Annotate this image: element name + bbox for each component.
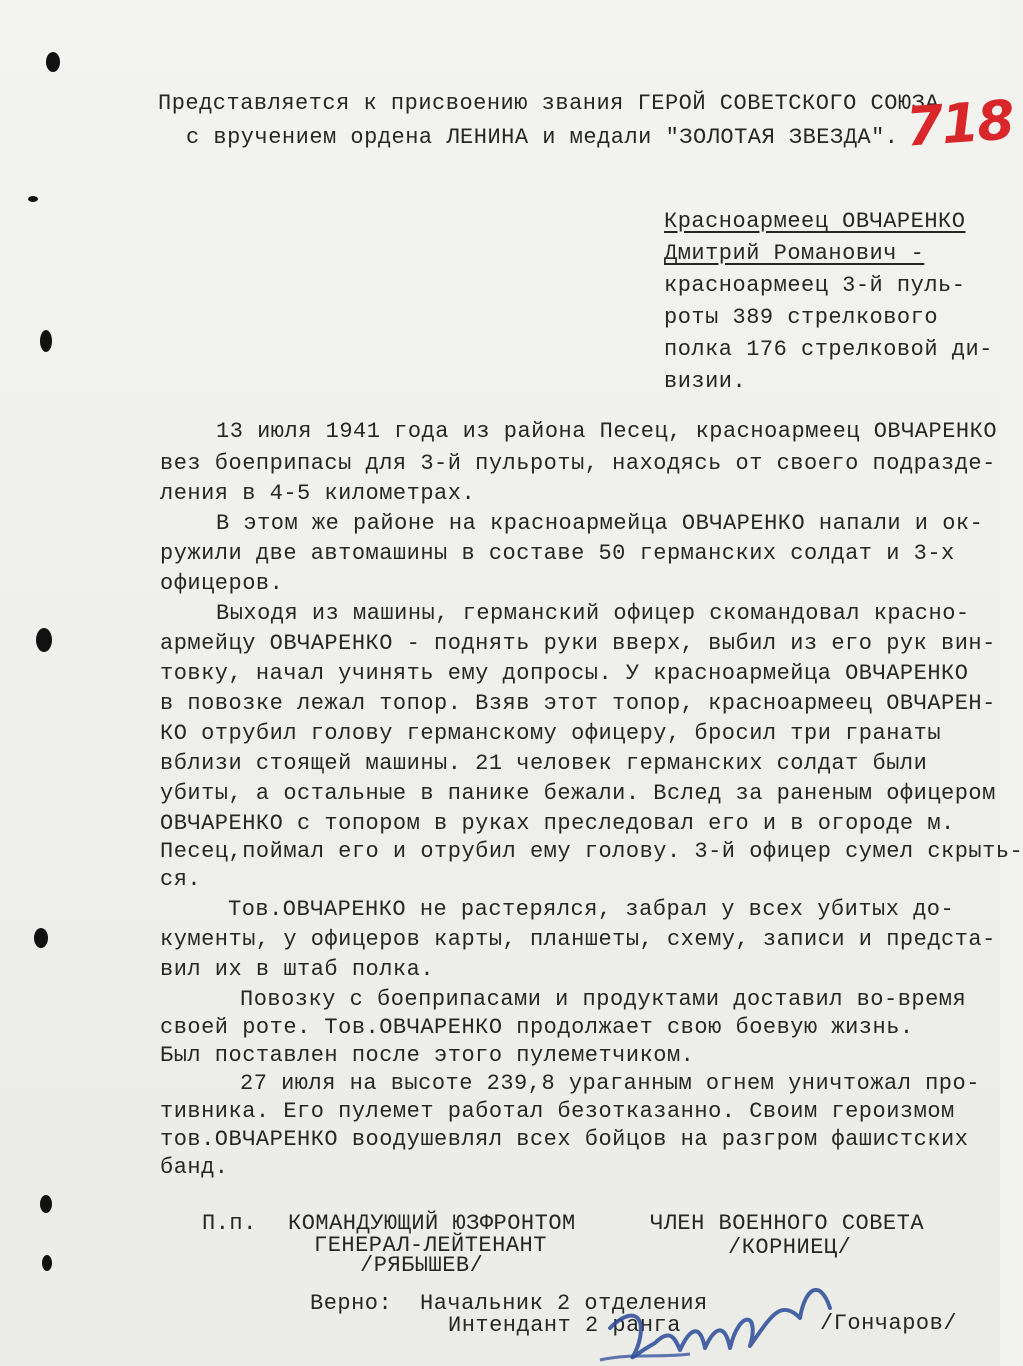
council-name: /КОРНИЕЦ/: [728, 1235, 852, 1260]
verno-label: Верно:: [310, 1291, 393, 1316]
nominee-line-6: визии.: [664, 369, 747, 394]
body-line: Был поставлен после этого пулеметчиком.: [160, 1043, 695, 1068]
body-line: вблизи стоящей машины. 21 человек германских солдат были: [160, 751, 928, 776]
chief-name: /Гончаров/: [820, 1311, 958, 1336]
body-line: тивника. Его пулемет работал безотказанно. Своим героизмом: [160, 1099, 955, 1124]
header-line-2: с вручением ордена ЛЕНИНА и медали "ЗОЛОТАЯ ЗВЕЗДА".: [186, 125, 899, 150]
body-line: Песец,поймал его и отрубил ему голову. 3-й офицер сумел скрыть-: [160, 839, 1023, 864]
council-title: ЧЛЕН ВОЕННОГО СОВЕТА: [650, 1211, 925, 1236]
body-line: кументы, у офицеров карты, планшеты, схему, записи и предста-: [160, 927, 996, 952]
punch-hole: [40, 330, 52, 352]
body-line: В этом же районе на красноармейца ОВЧАРЕНКО напали и ок-: [216, 511, 984, 536]
body-line: своей роте. Тов.ОВЧАРЕНКО продолжает свою боевую жизнь.: [160, 1015, 914, 1040]
registration-number-stamp: 718: [903, 88, 1015, 159]
handwritten-signature: [600, 1268, 860, 1366]
commander-name: /РЯБЫШЕВ/: [360, 1253, 484, 1278]
header-line-1: Представляется к присвоению звания ГЕРОЙ СОВЕТСКОГО СОЮЗА: [158, 91, 940, 116]
body-line: ся.: [160, 867, 202, 892]
nominee-line-3: красноармеец 3-й пуль-: [664, 273, 966, 298]
pp-label: П.п.: [202, 1211, 257, 1236]
punch-hole: [28, 196, 38, 202]
punch-hole: [42, 1255, 52, 1271]
commander-title: КОМАНДУЮЩИЙ ЮЗФРОНТОМ: [288, 1211, 576, 1236]
body-line: Тов.ОВЧАРЕНКО не растерялся, забрал у всех убитых до-: [228, 897, 955, 922]
body-line: в повозке лежал топор. Взяв этот топор, красноармеец ОВЧАРЕН-: [160, 691, 996, 716]
body-line: 27 июля на высоте 239,8 ураганным огнем уничтожал про-: [240, 1071, 980, 1096]
body-line: армейцу ОВЧАРЕНКО - поднять руки вверх, выбил из его рук вин-: [160, 631, 996, 656]
body-line: ружили две автомашины в составе 50 германских солдат и 3-х: [160, 541, 955, 566]
commander-rank: ГЕНЕРАЛ-ЛЕЙТЕНАНТ: [314, 1233, 547, 1258]
body-line: вез боеприпасы для 3-й пульроты, находясь от своего подразде-: [160, 451, 996, 476]
punch-hole: [40, 1195, 52, 1213]
body-line: Повозку с боеприпасами и продуктами доставил во-время: [240, 987, 967, 1012]
nominee-line-1: Красноармеец ОВЧАРЕНКО: [664, 209, 966, 234]
body-line: банд.: [160, 1155, 229, 1180]
body-line: 13 июля 1941 года из района Песец, красноармеец ОВЧАРЕНКО: [216, 419, 998, 444]
nominee-line-2: Дмитрий Романович -: [664, 241, 925, 266]
body-line: убиты, а остальные в панике бежали. Вслед за раненым офицером: [160, 781, 996, 806]
punch-hole: [34, 928, 48, 948]
nominee-line-4: роты 389 стрелкового: [664, 305, 939, 330]
body-line: тов.ОВЧАРЕНКО воодушевлял всех бойцов на разгром фашистских: [160, 1127, 969, 1152]
chief-title: Начальник 2 отделения: [420, 1291, 708, 1316]
body-line: товку, начал учинять ему допросы. У красноармейца ОВЧАРЕНКО: [160, 661, 969, 686]
body-line: КО отрубил голову германскому офицеру, бросил три гранаты: [160, 721, 942, 746]
body-line: ления в 4-5 километрах.: [160, 481, 476, 506]
chief-rank: Интендант 2 ранга: [448, 1313, 681, 1338]
body-line: ОВЧАРЕНКО с топором в руках преследовал его и в огороде м.: [160, 811, 955, 836]
punch-hole: [36, 628, 52, 652]
body-line: Выходя из машины, германский офицер скомандовал красно-: [216, 601, 970, 626]
body-line: офицеров.: [160, 571, 284, 596]
body-line: вил их в штаб полка.: [160, 957, 435, 982]
nominee-line-5: полка 176 стрелковой ди-: [664, 337, 993, 362]
punch-hole: [46, 52, 60, 72]
